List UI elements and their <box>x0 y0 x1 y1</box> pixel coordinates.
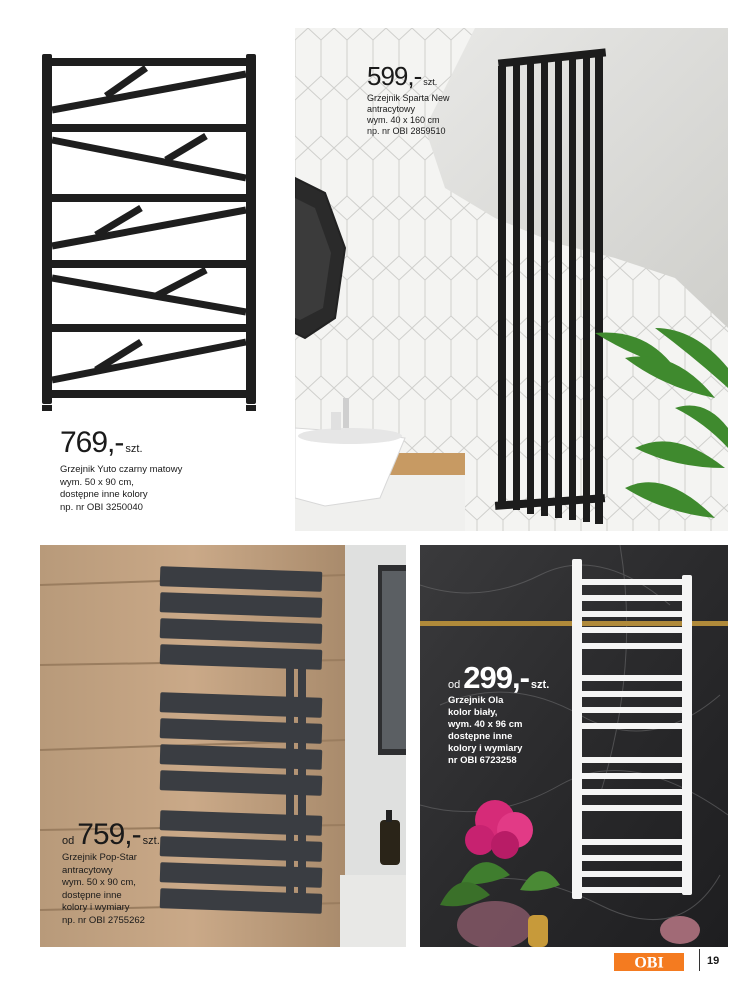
popstar-price-prefix: od <box>62 835 75 847</box>
popstar-price-unit: szt. <box>142 835 160 847</box>
popstar-desc-line: wym. 50 x 90 cm, <box>62 877 136 888</box>
obi-logo <box>614 953 684 971</box>
ola-price <box>448 662 549 693</box>
ola-desc-line: kolor biały, <box>448 707 498 718</box>
ola-description <box>448 695 522 767</box>
sparta-desc-line: np. nr OBI 2859510 <box>367 126 446 136</box>
ola-desc-line: nr OBI 6723258 <box>448 755 517 766</box>
yuto-desc-line: dostępne inne kolory <box>60 489 148 500</box>
yuto-desc-line: np. nr OBI 3250040 <box>60 501 143 513</box>
sparta-desc-line: wym. 40 x 160 cm <box>367 115 440 125</box>
yuto-price-unit: szt. <box>125 443 143 455</box>
popstar-desc-line: Grzejnik Pop-Star <box>62 852 137 863</box>
yuto-price <box>60 428 182 514</box>
ola-price-prefix: od <box>448 679 461 691</box>
popstar-desc-line: kolory i wymiary <box>62 902 130 913</box>
popstar-price-value: 759,- <box>77 818 141 851</box>
sparta-desc-line: antracytowy <box>367 104 416 114</box>
yuto-desc-line: wym. 50 x 90 cm, <box>60 476 134 488</box>
sparta-price-value: 599,- <box>367 61 422 91</box>
sparta-price-unit: szt. <box>423 77 438 87</box>
popstar-price <box>62 820 160 850</box>
page-number: 19 <box>707 955 720 967</box>
yuto-price-value: 769,- <box>60 426 124 459</box>
obi-logo-text: OBI <box>634 954 664 971</box>
sparta-bathroom-photo <box>295 28 728 531</box>
yuto-desc-line: Grzejnik Yuto czarny matowy <box>60 464 183 475</box>
ola-desc-line: wym. 40 x 96 cm <box>448 719 523 730</box>
footer-divider <box>699 949 700 971</box>
sparta-price <box>367 63 437 89</box>
ola-desc-line: dostępne inne <box>448 731 513 742</box>
sparta-desc-line: Grzejnik Sparta New <box>367 93 450 103</box>
yuto-description <box>60 464 182 514</box>
yuto-radiator-image <box>36 50 268 415</box>
popstar-desc-line: antracytowy <box>62 864 113 876</box>
sparta-description <box>367 93 450 137</box>
ola-price-unit: szt. <box>530 679 550 691</box>
ola-desc-line: kolory i wymiary <box>448 743 523 754</box>
popstar-desc-line: dostępne inne <box>62 889 122 901</box>
popstar-description <box>62 852 145 927</box>
ola-desc-line: Grzejnik Ola <box>448 695 504 706</box>
popstar-desc-line: np. nr OBI 2755262 <box>62 914 145 926</box>
ola-price-value: 299,- <box>463 660 529 695</box>
